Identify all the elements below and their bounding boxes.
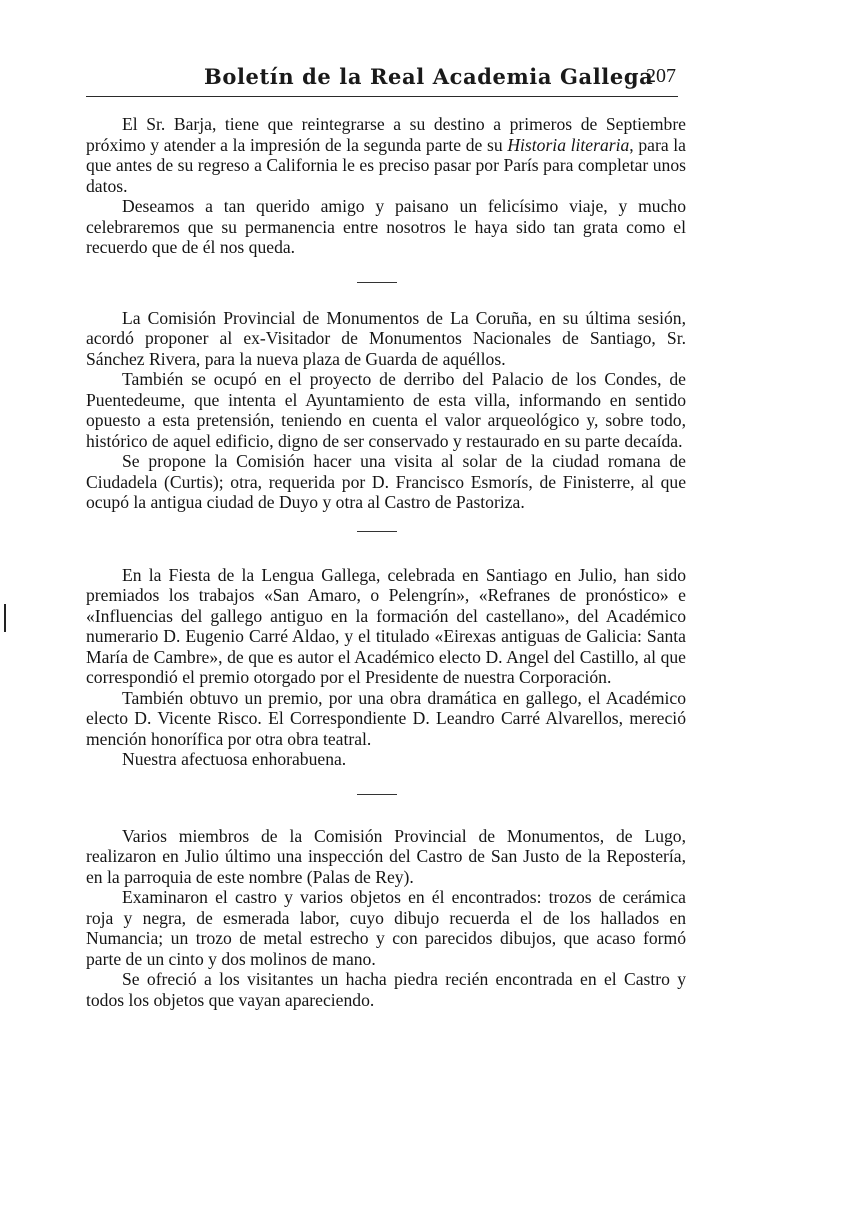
- text-run: Examinaron el castro y varios objetos en él encontrados: trozos de cerámica roja y negra, de esmerada labor, cuyo dibujo recuerda el de los hallados en Numancia; un trozo de metal estrecho y con parecidos dibujos, que acaso formó parte de un cinto y dos molinos de mano.: [86, 887, 686, 969]
- paragraph: [86, 308, 686, 370]
- header-rule: [86, 96, 678, 97]
- news-item-barja: [86, 114, 686, 258]
- page-number: 207: [646, 65, 676, 87]
- news-item-comision-coruna: [86, 308, 686, 513]
- paragraph: [86, 114, 686, 196]
- paragraph: [86, 369, 686, 451]
- running-title: Boletín de la Real Academia Gallega: [204, 64, 654, 89]
- italic-title: Historia literaria: [507, 134, 630, 155]
- news-item-comision-lugo: [86, 826, 686, 1011]
- text-run: La Comisión Provincial de Monumentos de La Coruña, en su última sesión, acordó proponer al ex-Visitador de Monumentos Nacionales de Santiago, Sr. Sánchez Rivera, para la nueva plaza de Guarda de aquéllos.: [86, 307, 686, 369]
- text-run: Se ofreció a los visitantes un hacha piedra recién encontrada en el Castro y todos los objetos que vayan apareciendo.: [86, 969, 686, 1010]
- text-run: Se propone la Comisión hacer una visita al solar de la ciudad romana de Ciudadela (Curtis); otra, requerida por D. Francisco Esmorís, de Finisterre, al que ocupó la antigua ciudad de Duyo y otra al Castro de Pastoriza.: [86, 451, 686, 512]
- paragraph: [86, 688, 686, 750]
- paragraph: [86, 565, 686, 688]
- text-run: , para la que antes de su regreso a California le es preciso pasar por París para completar unos datos.: [86, 134, 686, 196]
- paragraph: [86, 826, 686, 888]
- paragraph: [86, 749, 686, 770]
- paragraph: [86, 451, 686, 513]
- section-separator: [357, 531, 397, 532]
- paragraph: [86, 196, 686, 258]
- paragraph: [86, 969, 686, 1010]
- article-body: [86, 114, 686, 1010]
- scan-edge-mark: [4, 604, 6, 632]
- text-run: El Sr. Barja, tiene que reintegrarse a su destino a primeros de Septiembre próximo y atender a la impresión de la segunda parte de su: [86, 114, 686, 155]
- section-separator: [357, 282, 397, 283]
- text-run: También obtuvo un premio, por una obra dramática en gallego, el Académico electo D. Vicente Risco. El Correspondiente D. Leandro Carré Alvarellos, mereció mención honorífica por otra obra teatral.: [86, 687, 686, 749]
- text-run: Deseamos a tan querido amigo y paisano un felicísimo viaje, y mucho celebraremos que su permanencia entre nosotros le haya sido tan grata como el recuerdo que de él nos queda.: [86, 196, 686, 257]
- text-run: También se ocupó en el proyecto de derribo del Palacio de los Condes, de Puentedeume, que intenta el Ayuntamiento de esta villa, informando en sentido opuesto a esta pretensión, teniendo en cuenta el valor arqueológico y, sobre todo, histórico de aquel edificio, digno de ser conservado y restaurado en su parte decaída.: [86, 369, 686, 451]
- text-run: Varios miembros de la Comisión Provincial de Monumentos, de Lugo, realizaron en Julio último una inspección del Castro de San Justo de la Repostería, en la parroquia de este nombre (Palas de Rey).: [86, 825, 686, 887]
- text-run: Nuestra afectuosa enhorabuena.: [122, 749, 347, 769]
- page-header: [86, 62, 678, 94]
- news-item-fiesta-lengua: [86, 565, 686, 770]
- text-run: En la Fiesta de la Lengua Gallega, celebrada en Santiago en Julio, han sido premiados los trabajos «San Amaro, o Pelengrín», «Refranes de pronóstico» e «Influencias del gallego antiguo en la formación del castellano», del Académico numerario D. Eugenio Carré Aldao, y el titulado «Eirexas antiguas de Galicia: Santa María de Cambre», de que es autor el Académico electo D. Angel del Castillo, al que correspondió el premio otorgado por el Presidente de nuestra Corporación.: [86, 564, 686, 687]
- section-separator: [357, 794, 397, 795]
- paragraph: [86, 887, 686, 969]
